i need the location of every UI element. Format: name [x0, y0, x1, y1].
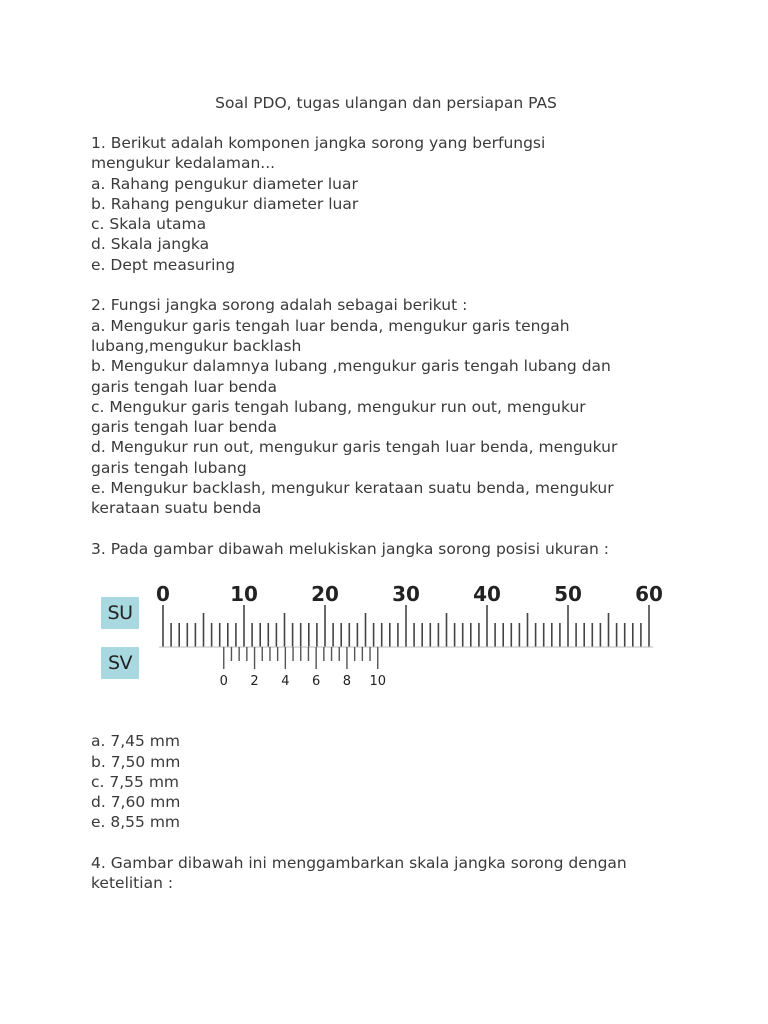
- main-scale-label: SU: [101, 597, 139, 629]
- question-3-option-a: a. 7,45 mm: [91, 732, 180, 751]
- question-2-option-e-cont: kerataan suatu benda: [91, 499, 262, 518]
- vernier-scale-number: 2: [250, 674, 259, 690]
- question-2-option-b: b. Mengukur dalamnya lubang ,mengukur garis tengah lubang dan: [91, 357, 611, 376]
- question-4: [91, 853, 691, 894]
- spacer: [91, 833, 691, 853]
- question-4-line: 4. Gambar dibawah ini menggambarkan skala jangka sorong dengan: [91, 854, 627, 873]
- vernier-scale-label: SV: [101, 647, 139, 679]
- main-scale-number: 40: [473, 582, 501, 607]
- question-1: [91, 133, 691, 275]
- main-scale-number: 0: [156, 582, 170, 607]
- question-4-line: ketelitian :: [91, 874, 174, 893]
- question-1-option-e: e. Dept measuring: [91, 255, 236, 274]
- question-2-option-b-cont: garis tengah luar benda: [91, 377, 278, 396]
- document-title: Soal PDO, tugas ulangan dan persiapan PAS: [215, 94, 557, 112]
- main-scale-number: 10: [230, 582, 258, 607]
- question-1-option-d: d. Skala jangka: [91, 235, 210, 254]
- vernier-scale-drawing: [91, 567, 671, 707]
- vernier-caliper-figure: [91, 567, 671, 707]
- question-1-line: mengukur kedalaman...: [91, 154, 276, 173]
- question-3: [91, 539, 691, 833]
- document-page: [91, 93, 691, 894]
- question-2-option-e: e. Mengukur backlash, mengukur kerataan suatu benda, mengukur: [91, 479, 614, 498]
- spacer: [91, 275, 691, 295]
- question-2-option-c: c. Mengukur garis tengah lubang, mengukur run out, mengukur: [91, 397, 586, 416]
- main-scale-number: 20: [311, 582, 339, 607]
- question-1-line: 1. Berikut adalah komponen jangka sorong yang berfungsi: [91, 134, 546, 152]
- question-2-option-a-cont: lubang,mengukur backlash: [91, 336, 302, 355]
- question-1-option-c: c. Skala utama: [91, 215, 207, 234]
- main-scale-number: 50: [554, 582, 582, 607]
- question-3-option-d: d. 7,60 mm: [91, 793, 181, 812]
- question-2-option-d: d. Mengukur run out, mengukur garis tengah luar benda, mengukur: [91, 438, 618, 457]
- question-2-option-d-cont: garis tengah lubang: [91, 458, 247, 477]
- question-1-option-b: b. Rahang pengukur diameter luar: [91, 194, 359, 213]
- question-3-text: 3. Pada gambar dibawah melukiskan jangka sorong posisi ukuran :: [91, 539, 609, 558]
- vernier-scale-number: 4: [281, 674, 290, 690]
- vernier-scale-number: 10: [369, 674, 387, 690]
- vernier-scale-number: 6: [312, 674, 321, 690]
- question-3-option-e: e. 8,55 mm: [91, 813, 181, 832]
- vernier-scale-number: 0: [219, 674, 228, 690]
- question-2: [91, 295, 691, 518]
- main-scale-number: 30: [392, 582, 420, 607]
- question-2-option-a: a. Mengukur garis tengah luar benda, mengukur garis tengah: [91, 316, 570, 335]
- vernier-scale-number: 8: [342, 674, 352, 690]
- question-2-line: 2. Fungsi jangka sorong adalah sebagai berikut :: [91, 296, 468, 315]
- question-1-option-a: a. Rahang pengukur diameter luar: [91, 174, 358, 193]
- main-scale-number: 60: [635, 582, 663, 607]
- spacer: [91, 519, 691, 539]
- question-3-option-c: c. 7,55 mm: [91, 772, 180, 791]
- question-2-option-c-cont: garis tengah luar benda: [91, 418, 278, 437]
- question-3-option-b: b. 7,50 mm: [91, 752, 181, 771]
